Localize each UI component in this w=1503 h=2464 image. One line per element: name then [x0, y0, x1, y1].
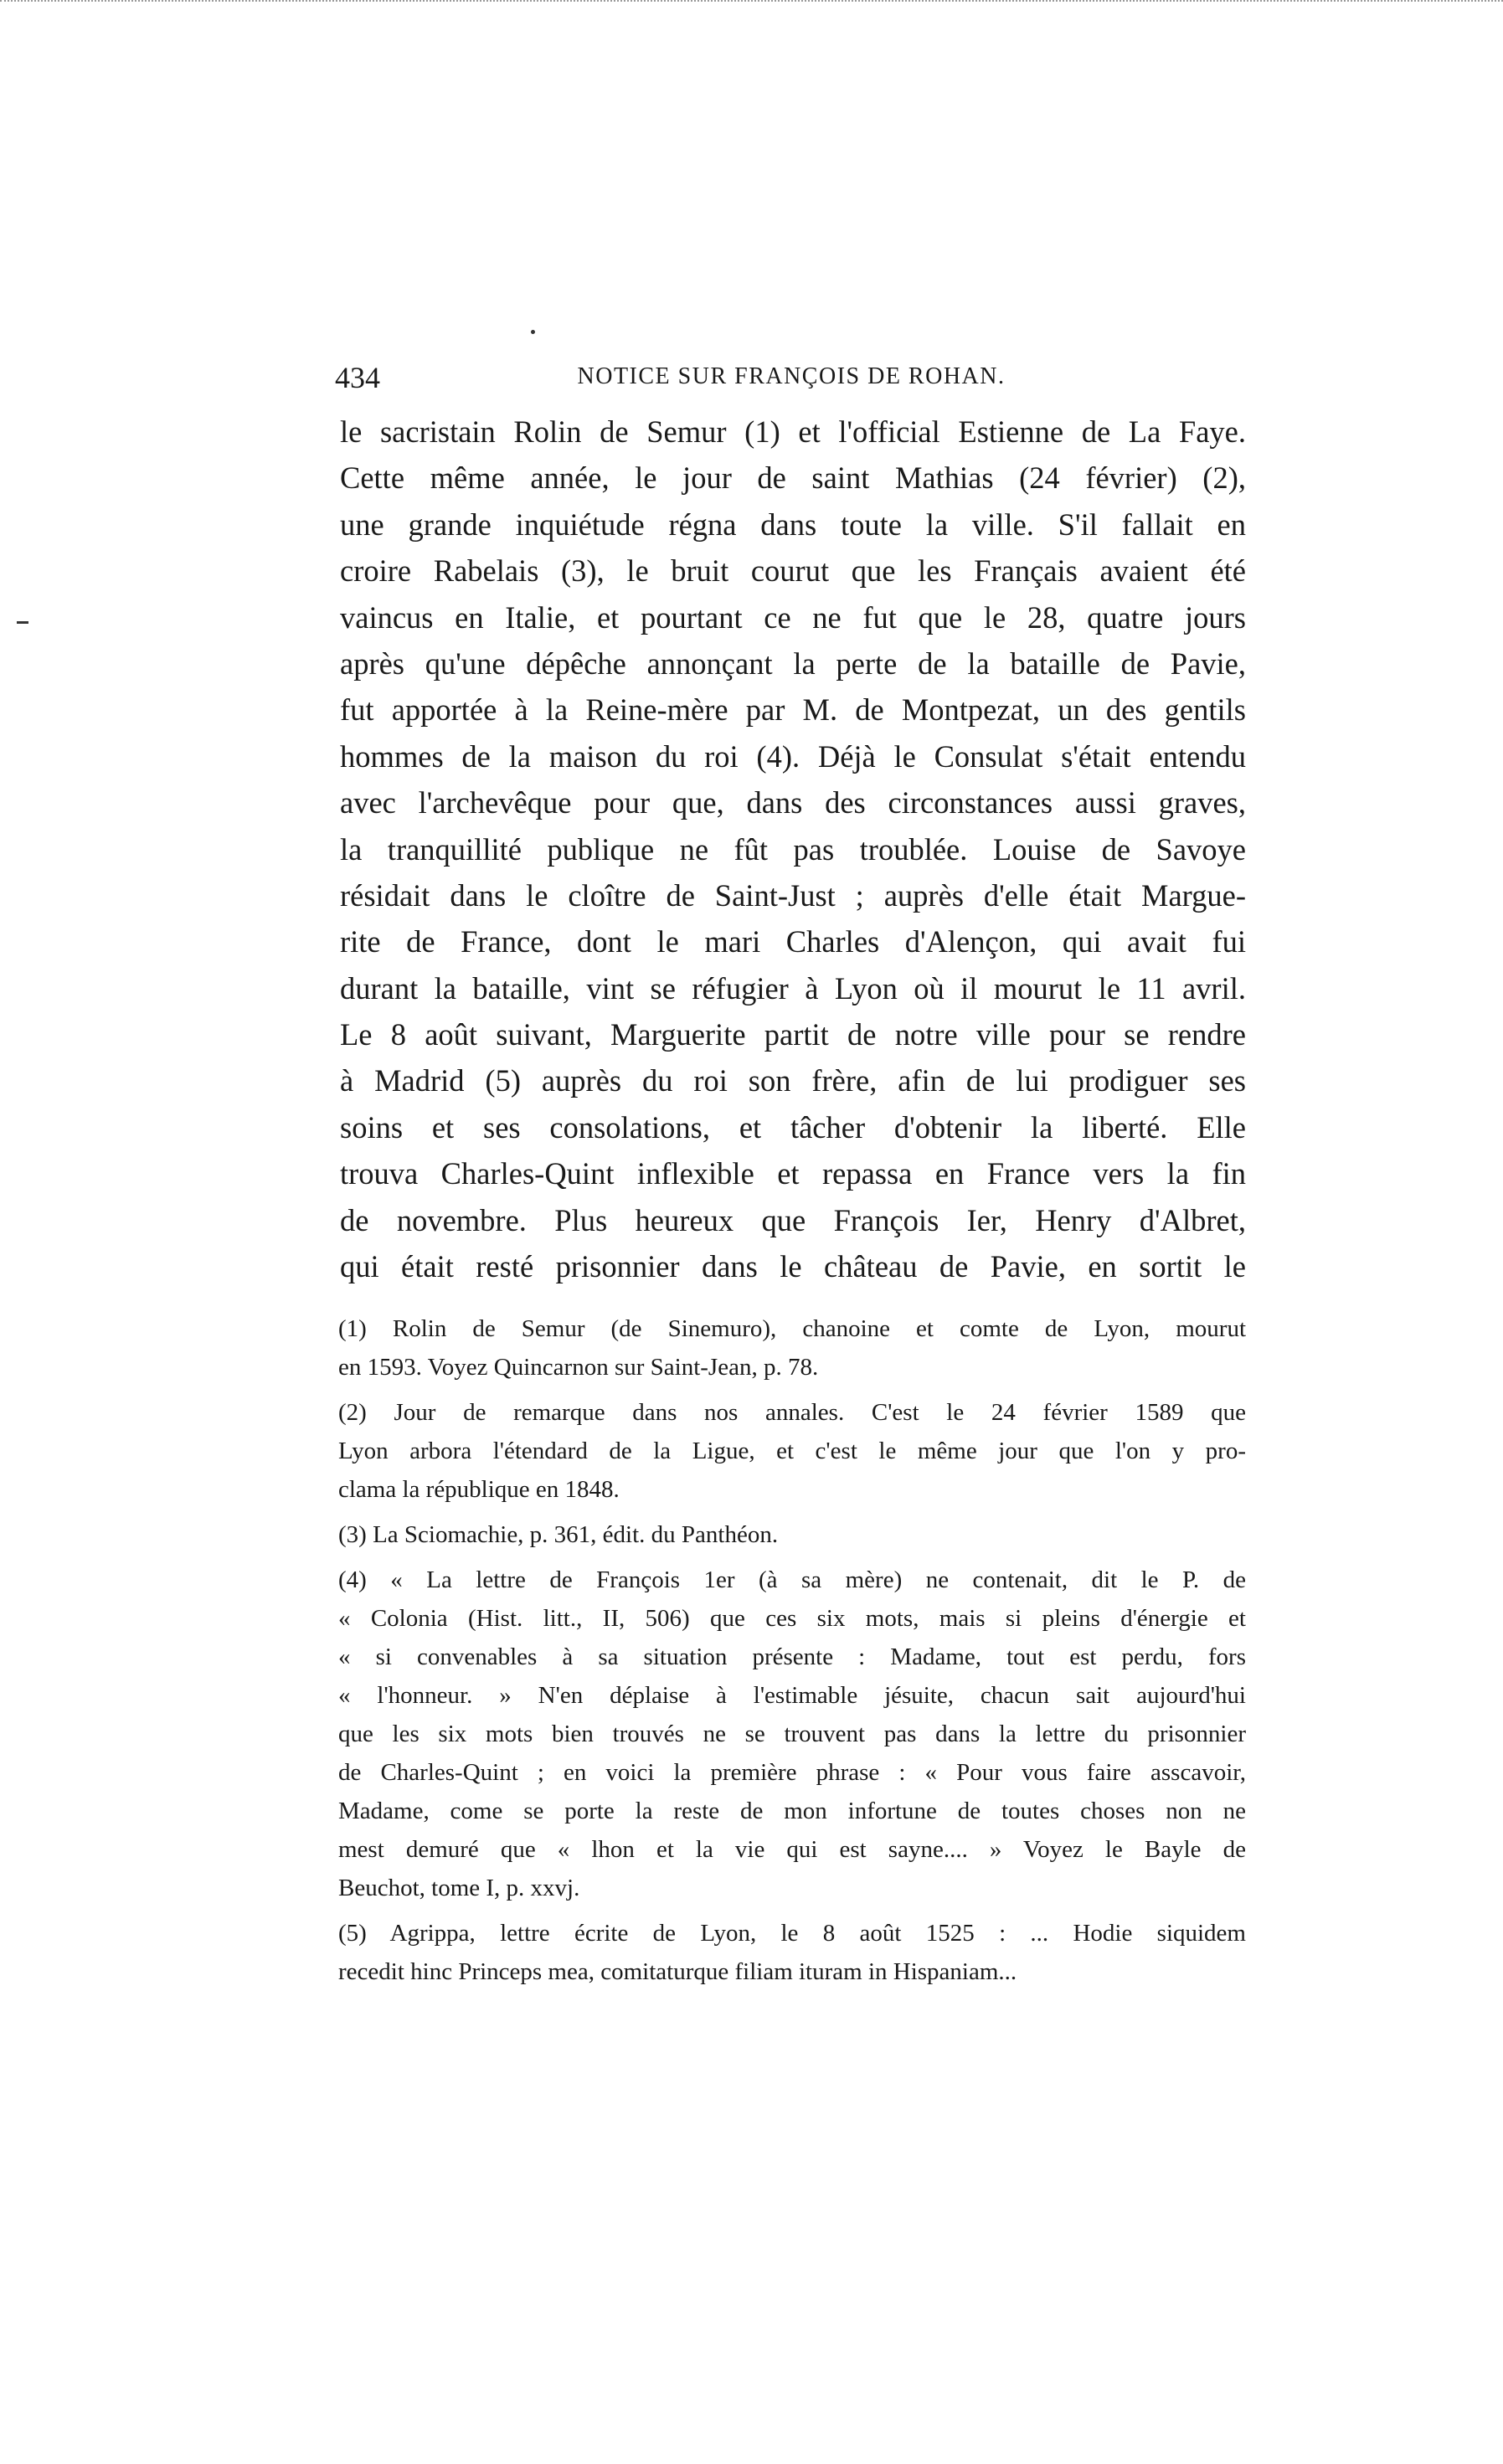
- footnote-line: en 1593. Voyez Quincarnon sur Saint-Jean, p. 78.: [338, 1354, 819, 1381]
- footnote-2: [338, 1393, 1246, 1509]
- text-line: de novembre. Plus heureux que François Ier, Henry d'Albret,: [340, 1202, 1246, 1237]
- text-line: avec l'archevêque pour que, dans des circonstances aussi graves,: [340, 785, 1246, 820]
- footnote-line: « l'honneur. » N'en déplaise à l'estimable jésuite, chacun sait aujourd'hui: [338, 1682, 1246, 1709]
- footnote-3: [338, 1515, 1246, 1554]
- footnote-5: [338, 1914, 1246, 1991]
- text-line: croire Rabelais (3), le bruit courut que les Français avaient été: [340, 553, 1246, 589]
- footnote-line: (2) Jour de remarque dans nos annales. C'est le 24 février 1589 que: [338, 1399, 1246, 1426]
- footnote-line: de Charles-Quint ; en voici la première phrase : « Pour vous faire asscavoir,: [338, 1759, 1246, 1786]
- text-line: après qu'une dépêche annonçant la perte de la bataille de Pavie,: [340, 646, 1246, 681]
- footnote-line: Madame, come se porte la reste de mon infortune de toutes choses non ne: [338, 1798, 1246, 1824]
- text-line: hommes de la maison du roi (4). Déjà le Consulat s'était entendu: [340, 738, 1246, 774]
- text-line: la tranquillité publique ne fût pas troublée. Louise de Savoye: [340, 831, 1246, 867]
- text-line: trouva Charles-Quint inflexible et repassa en France vers la fin: [340, 1156, 1246, 1191]
- text-line: durant la bataille, vint se réfugier à Lyon où il mourut le 11 avril.: [340, 970, 1246, 1006]
- footnote-line: (3) La Sciomachie, p. 361, édit. du Panthéon.: [338, 1521, 779, 1548]
- footnote-line: recedit hinc Princeps mea, comitaturque filiam ituram in Hispaniam...: [338, 1958, 1017, 1985]
- text-line: rite de France, dont le mari Charles d'Alençon, qui avait fui: [340, 924, 1246, 959]
- footnote-1: [338, 1309, 1246, 1386]
- text-line: soins et ses consolations, et tâcher d'obtenir la liberté. Elle: [340, 1109, 1246, 1145]
- page-header: [335, 360, 1248, 402]
- text-line: vaincus en Italie, et pourtant ce ne fut que le 28, quatre jours: [340, 599, 1246, 635]
- text-line: Cette même année, le jour de saint Mathias (24 février) (2),: [340, 460, 1246, 496]
- footnote-line: (1) Rolin de Semur (de Sinemuro), chanoine et comte de Lyon, mourut: [338, 1315, 1246, 1342]
- running-title: NOTICE SUR FRANÇOIS DE ROHAN.: [577, 363, 1006, 389]
- text-line: qui était resté prisonnier dans le château de Pavie, en sortit le: [340, 1249, 1246, 1284]
- footnote-line: Lyon arbora l'étendard de la Ligue, et c'est le même jour que l'on y pro-: [338, 1438, 1246, 1464]
- text-line: le sacristain Rolin de Semur (1) et l'official Estienne de La Faye.: [340, 414, 1246, 449]
- margin-mark: [17, 621, 28, 624]
- footnote-line: « si convenables à sa situation présente : Madame, tout est perdu, fors: [338, 1644, 1246, 1670]
- main-text: [340, 409, 1246, 1289]
- footnote-line: « Colonia (Hist. litt., II, 506) que ces six mots, mais si pleins d'énergie et: [338, 1605, 1246, 1632]
- page-number: 434: [335, 361, 380, 394]
- footnote-4: [338, 1561, 1246, 1907]
- footnote-line: (5) Agrippa, lettre écrite de Lyon, le 8 août 1525 : ... Hodie siquidem: [338, 1920, 1246, 1947]
- text-line: à Madrid (5) auprès du roi son frère, afin de lui prodiguer ses: [340, 1063, 1246, 1098]
- footnotes: [338, 1309, 1246, 1991]
- scan-edge-artifact: [0, 0, 1503, 7]
- footnote-line: clama la république en 1848.: [338, 1476, 620, 1503]
- footnote-line: mest demuré que « lhon et la vie qui est sayne.... » Voyez le Bayle de: [338, 1836, 1246, 1863]
- footnote-line: Beuchot, tome I, p. xxvj.: [338, 1875, 580, 1901]
- text-line: Le 8 août suivant, Marguerite partit de notre ville pour se rendre: [340, 1017, 1246, 1052]
- text-line: une grande inquiétude régna dans toute la ville. S'il fallait en: [340, 507, 1246, 542]
- text-line: fut apportée à la Reine-mère par M. de Montpezat, un des gentils: [340, 692, 1246, 728]
- scan-speck: [531, 330, 535, 334]
- text-line: résidait dans le cloître de Saint-Just ; auprès d'elle était Margue-: [340, 877, 1246, 913]
- footnote-line: que les six mots bien trouvés ne se trouvent pas dans la lettre du prisonnier: [338, 1721, 1246, 1747]
- footnote-line: (4) « La lettre de François 1er (à sa mère) ne contenait, dit le P. de: [338, 1566, 1246, 1593]
